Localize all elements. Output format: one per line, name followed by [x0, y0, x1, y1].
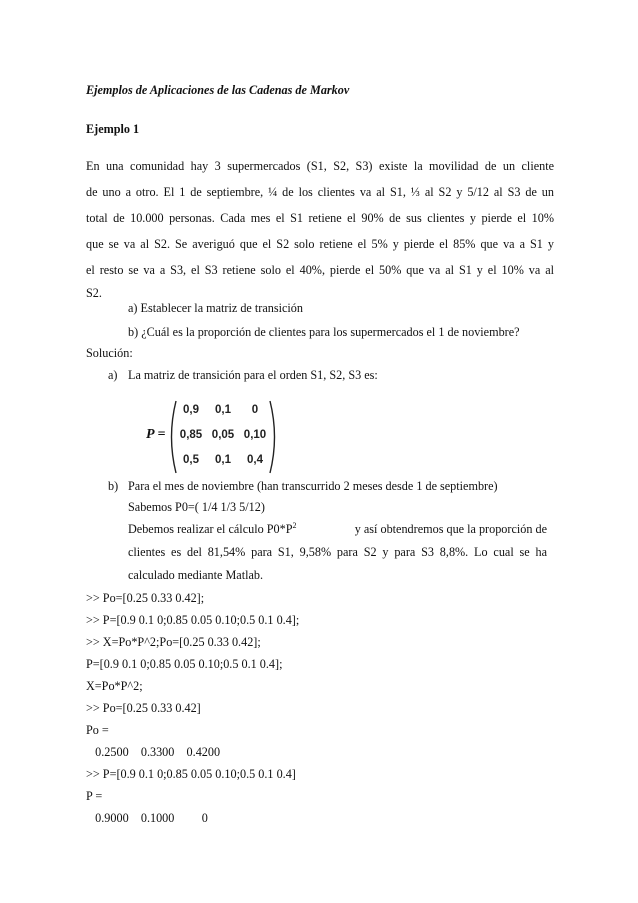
code-line: X=Po*P^2;	[86, 679, 143, 693]
code-line: 0.9000 0.1000 0	[86, 811, 208, 825]
matrix-cell: 0,10	[243, 429, 267, 441]
part-b-text: Para el mes de noviembre (han transcurrido 2 meses desde 1 de septiembre)	[128, 479, 498, 493]
code-line: >> P=[0.9 0.1 0;0.85 0.05 0.10;0.5 0.1 0.4];	[86, 613, 300, 627]
code-line: >> P=[0.9 0.1 0;0.85 0.05 0.10;0.5 0.1 0.4]	[86, 767, 296, 781]
paragraph-line: total de 10.000 personas. Cada mes el S1 retiene el 90% de sus clientes y pierde el 10%	[86, 211, 554, 225]
matrix-cell: 0	[251, 404, 259, 416]
question-a: a) Establecer la matriz de transición	[128, 301, 303, 315]
matrix-cell: 0,1	[215, 404, 231, 416]
code-line: >> Po=[0.25 0.33 0.42];	[86, 591, 205, 605]
transition-matrix	[146, 398, 276, 476]
matrix-cell: 0,5	[183, 454, 199, 466]
calc-after: y así obtendremos que la proporción de	[354, 522, 547, 536]
calc-before: Debemos realizar el cálculo $P0*P^2$	[128, 520, 297, 536]
part-b-result-line: clientes es del 81,54% para S1, 9,58% para S2 y para S3 8,8%. Lo cual se ha	[128, 545, 547, 559]
matrix-cell: 0,05	[211, 429, 235, 441]
matrix-cell: 0,4	[247, 454, 263, 466]
matrix-cell: 0,1	[215, 454, 231, 466]
solution-label: Solución:	[86, 346, 133, 360]
part-b-sabemos: Sabemos P0=( 1/4 1/3 5/12)	[128, 500, 265, 514]
code-line: Po =	[86, 723, 109, 737]
paragraph-line: de uno a otro. El 1 de septiembre, ¼ de los clientes va al S1, ⅓ al S2 y 5/12 al S3 de un	[86, 185, 554, 199]
matrix-label: P =	[146, 427, 166, 442]
paragraph-line: S2.	[86, 286, 102, 300]
part-b-marker: b)	[108, 479, 119, 493]
part-a-text: La matriz de transición para el orden S1, S2, S3 es:	[128, 368, 378, 382]
paragraph-line: que se va al S2. Se averiguó que el S2 solo retiene el 5% y pierde el 85% que va a S1 y	[86, 237, 554, 251]
code-line: 0.2500 0.3300 0.4200	[86, 745, 221, 759]
example-heading: Ejemplo 1	[86, 122, 140, 136]
paragraph-line: el resto se va a S3, el S3 retiene solo el 40%, pierde el 50% que va al S1 y el 10% va al	[86, 263, 554, 277]
code-line: P =	[86, 789, 103, 803]
code-line: P=[0.9 0.1 0;0.85 0.05 0.10;0.5 0.1 0.4];	[86, 657, 283, 671]
part-b-matlab-line: calculado mediante Matlab.	[128, 568, 264, 582]
part-a-marker: a)	[108, 368, 118, 382]
code-line: >> X=Po*P^2;Po=[0.25 0.33 0.42];	[86, 635, 261, 649]
question-b: b) ¿Cuál es la proporción de clientes para los supermercados el 1 de noviembre?	[128, 325, 520, 339]
matrix-cell: 0,9	[183, 404, 199, 416]
paragraph-line: En una comunidad hay 3 supermercados (S1, S2, S3) existe la movilidad de un cliente	[86, 159, 554, 173]
exponent: 2	[292, 520, 297, 530]
code-line: >> Po=[0.25 0.33 0.42]	[86, 701, 201, 715]
matrix-cell: 0,85	[179, 429, 203, 441]
document-title: Ejemplos de Aplicaciones de las Cadenas de Markov	[86, 83, 350, 97]
part-b-calc-line	[128, 521, 547, 537]
